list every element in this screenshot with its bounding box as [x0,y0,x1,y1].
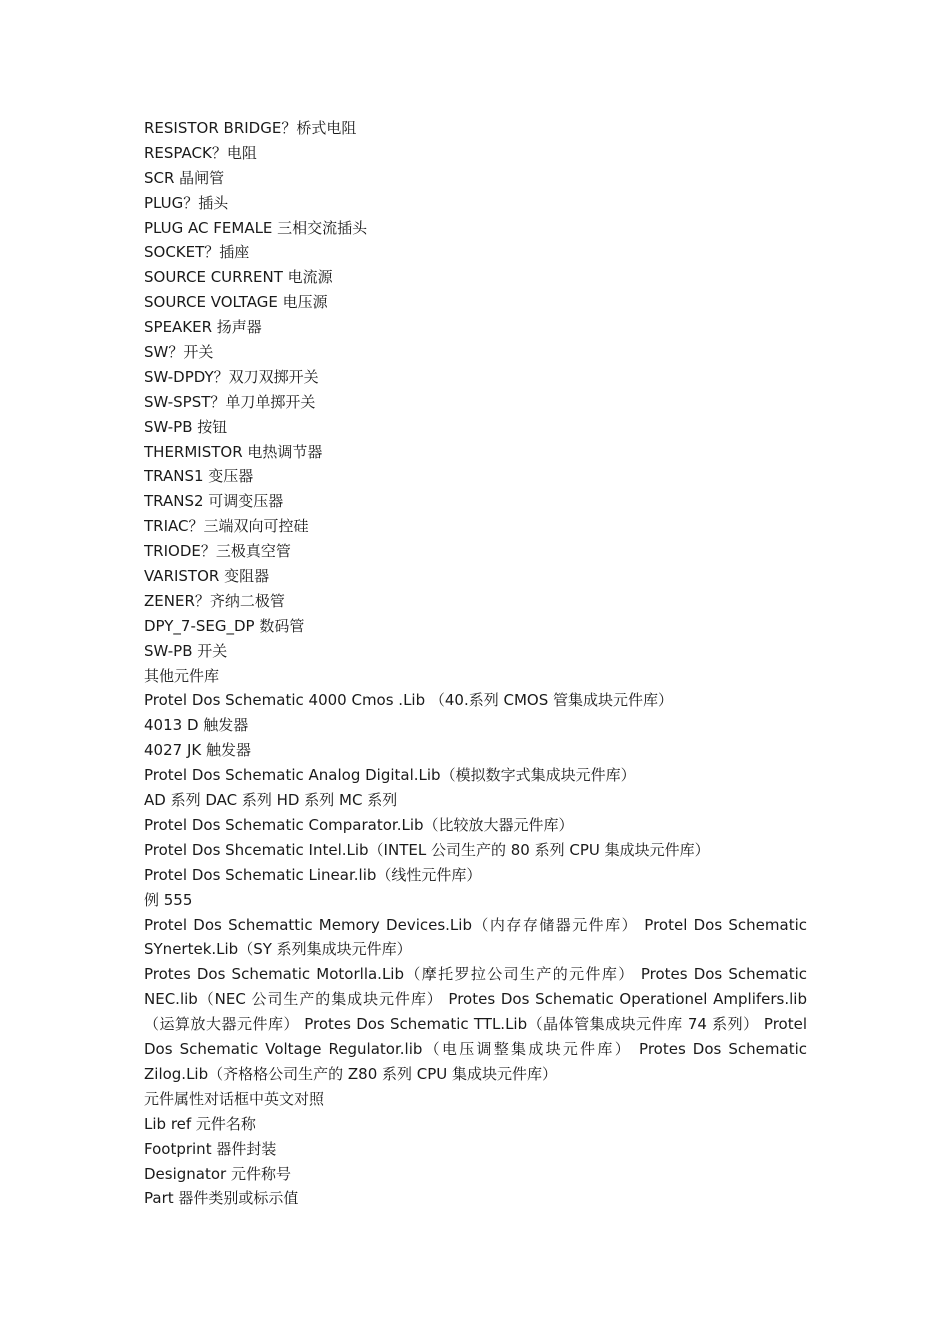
text-line: RESISTOR BRIDGE？桥式电阻 [144,119,357,137]
text-line: Designator 元件称号 [144,1164,291,1183]
document-body [144,116,812,1211]
section-heading: 元件属性对话框中英文对照 [144,1089,325,1108]
paragraph-library-list: Protes Dos Schematic Motorlla.Lib（摩托罗拉公司生产的元件库） Protes Dos Schematic NEC.lib（NEC 公司生产的集成块元件库） Protes Dos Schematic Operationel Amplifers.lib （运算放大器元件库） Protes Dos Schematic TTL.Lib（晶体管集成块元件库 74 系列） Protel Dos Schematic Voltage Regulator.lib（电压调整集成块元件库） Protes Dos Schematic Zilog.Lib（齐格格公司生产的 Z80 系列 CPU 集成块元件库） [144,965,812,1083]
text-line: SPEAKER 扬声器 [144,318,262,337]
text-line: Protel Dos Shcematic Intel.Lib（INTEL 公司生产的 80 系列 CPU 集成块元件库） [144,840,710,859]
text-line: DPY_7-SEG_DP 数码管 [144,616,305,635]
text-line: Protel Dos Schematic 4000 Cmos .Lib （40.系列 CMOS 管集成块元件库） [144,691,674,710]
paragraph-memory-synertek: Protel Dos Schemattic Memory Devices.Lib（内存存储器元件库） Protel Dos Schematic SYnertek.Lib（SY 系列集成块元件库） [144,915,807,959]
text-line: TRIODE？三极真空管 [144,542,291,561]
text-line: SW-PB 按钮 [144,417,228,436]
text-line: AD 系列 DAC 系列 HD 系列 MC 系列 [144,791,398,810]
text-line: SW-PB 开关 [144,641,228,660]
text-line: SOCKET？插座 [144,243,250,262]
text-line: 例 555 [144,890,193,909]
text-line: VARISTOR 变阻器 [144,567,270,586]
text-line: Lib ref 元件名称 [144,1114,256,1133]
text-line: ZENER？齐纳二极管 [144,591,285,610]
text-line: SW-DPDY？双刀双掷开关 [144,367,319,386]
text-line: PLUG？插头 [144,193,229,212]
text-line: 4013 D 触发器 [144,716,249,735]
text-line: TRIAC？三端双向可控硅 [144,517,309,536]
text-line: Part 器件类别或标示值 [144,1189,299,1208]
text-line: Protel Dos Schematic Comparator.Lib（比较放大器元件库） [144,815,574,834]
text-line: SW？开关 [144,343,214,362]
text-line: SW-SPST？单刀单掷开关 [144,392,316,411]
text-line: TRANS2 可调变压器 [144,492,284,511]
text-line: SCR 晶闸管 [144,168,225,187]
text-line: 4027 JK 触发器 [144,741,251,760]
text-line: Protel Dos Schematic Analog Digital.Lib（模拟数字式集成块元件库） [144,766,636,785]
text-line: RESPACK？电阻 [144,143,257,162]
text-line: TRANS1 变压器 [144,467,254,486]
text-line: SOURCE CURRENT 电流源 [144,268,333,287]
text-line: Footprint 器件封装 [144,1139,277,1158]
section-heading: 其他元件库 [144,666,220,685]
text-line: Protel Dos Schematic Linear.lib（线性元件库） [144,865,482,884]
text-line: PLUG AC FEMALE 三相交流插头 [144,218,368,237]
text-line: THERMISTOR 电热调节器 [144,442,323,461]
text-line: SOURCE VOLTAGE 电压源 [144,293,328,312]
